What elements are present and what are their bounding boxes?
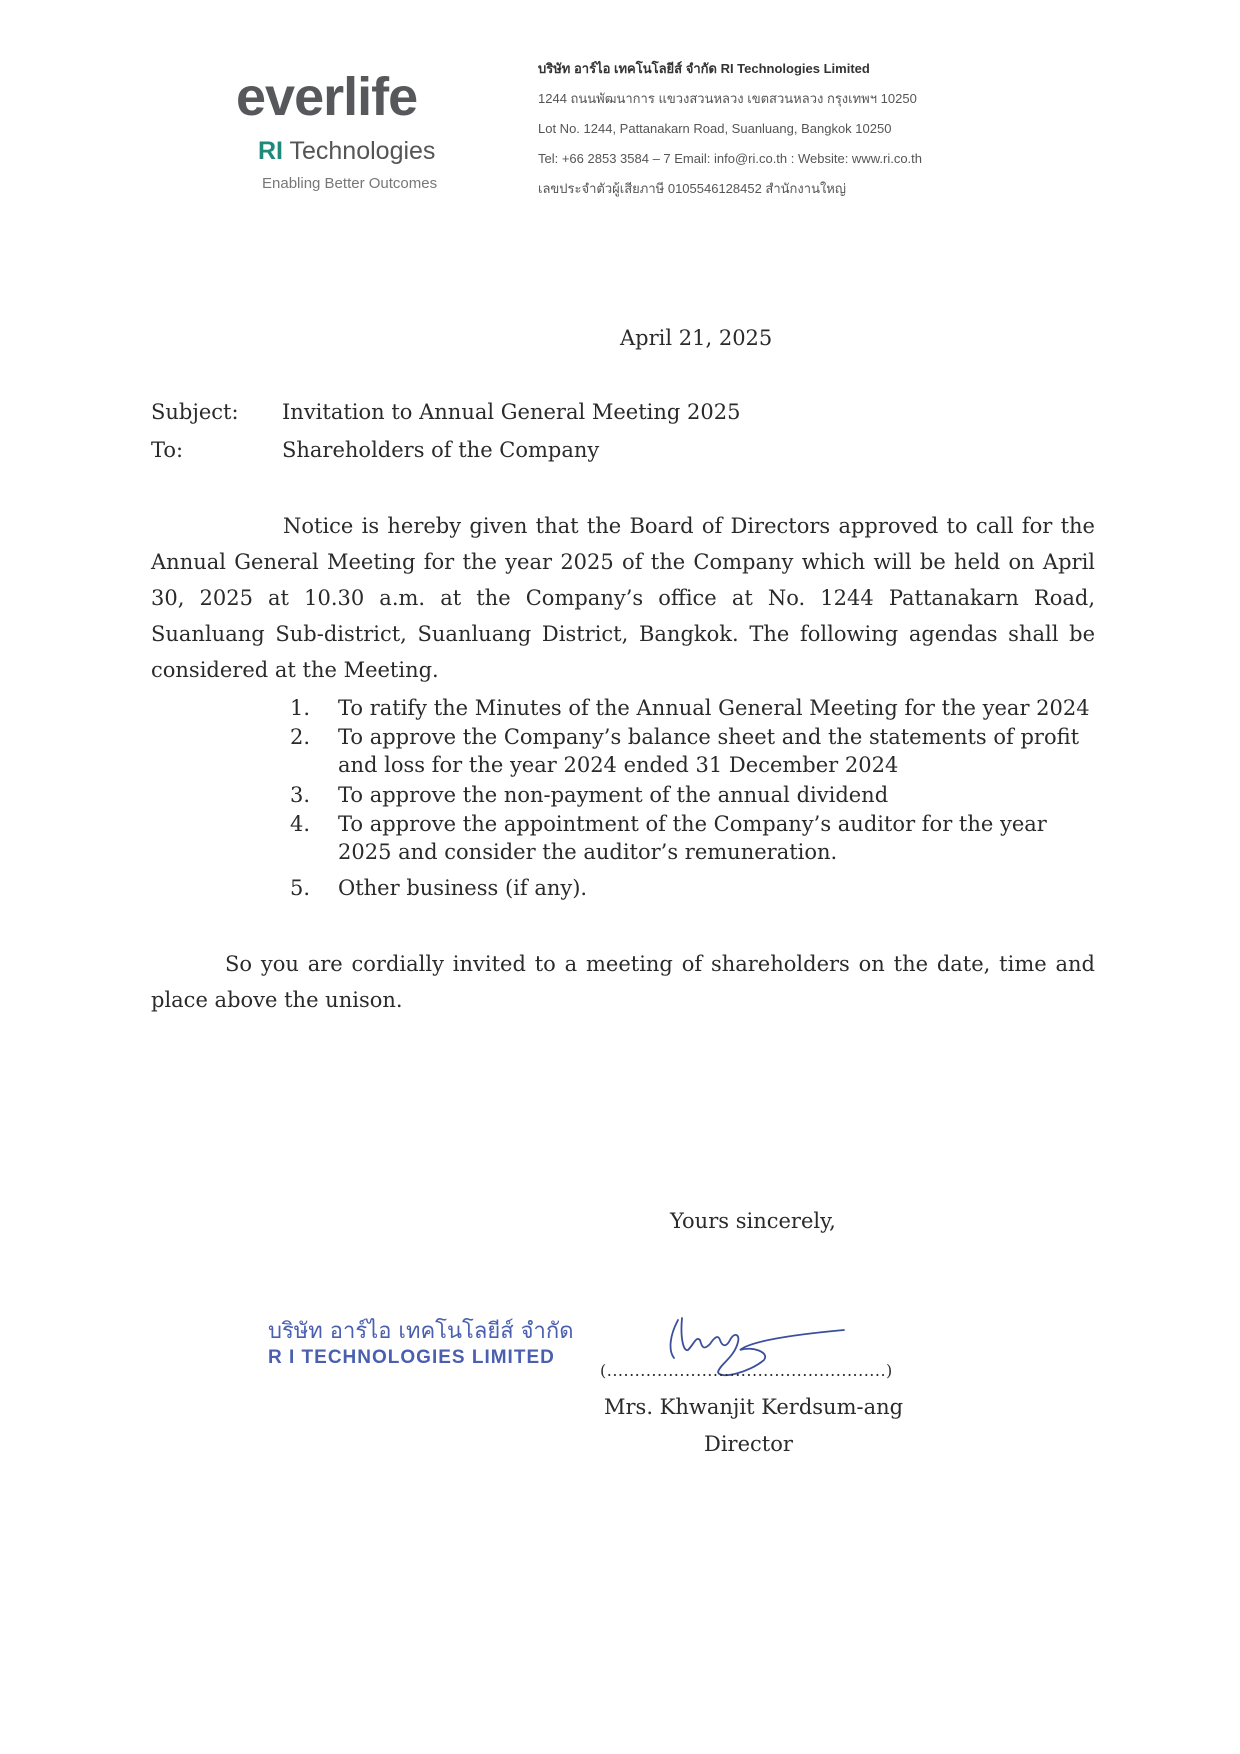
logo-technologies: Technologies xyxy=(283,137,436,165)
invitation-paragraph xyxy=(151,946,1095,1018)
to-text: Shareholders of the Company xyxy=(282,438,600,462)
tax-id: เลขประจำตัวผู้เสียภาษี 0105546128452 สำนักงานใหญ่ xyxy=(538,181,846,196)
stamp-thai: บริษัท อาร์ไอ เทคโนโลยีส์ จำกัด xyxy=(268,1319,574,1344)
company-name: บริษัท อาร์ไอ เทคโนโลยีส์ จำกัด RI Technologies Limited xyxy=(538,61,870,76)
address-english: Lot No. 1244, Pattanakarn Road, Suanluang, Bangkok 10250 xyxy=(538,121,892,136)
subject-label: Subject: xyxy=(151,400,239,424)
agenda-number: 5. xyxy=(290,876,311,900)
signature-line: (..................................................) xyxy=(600,1361,893,1380)
signer-name: Mrs. Khwanjit Kerdsum-ang xyxy=(604,1395,904,1419)
agenda-text: To approve the Company’s balance sheet and the statements of profit and loss for the year 2024 ended 31 December 2024 xyxy=(338,725,1080,777)
notice-text: Notice is hereby given that the Board of Directors approved to call for the Annual General Meeting for the year 2025 of the Company which will be held on April 30, 2025 at 10.30 a.m. at the Company’s office at No. 1244 Pattanakarn Road, Suanluang Sub-district, Suanluang District, Bangkok. The following agendas shall be considered at the Meeting. xyxy=(151,514,1095,682)
stamp-english: R I TECHNOLOGIES LIMITED xyxy=(268,1347,555,1368)
letter-date: April 21, 2025 xyxy=(620,326,773,350)
signer-title: Director xyxy=(704,1432,793,1456)
agenda-text: Other business (if any). xyxy=(338,876,588,900)
letterhead-details xyxy=(538,58,922,208)
contact-info: Tel: +66 2853 3584 – 7 Email: info@ri.co.th : Website: www.ri.co.th xyxy=(538,151,923,166)
agenda-text: To approve the appointment of the Company’s auditor for the year 2025 and consider the auditor’s remuneration. xyxy=(338,812,1047,864)
subject-text: Invitation to Annual General Meeting 2025 xyxy=(282,400,741,424)
logo-ri: RI xyxy=(258,137,283,165)
agenda-text: To ratify the Minutes of the Annual General Meeting for the year 2024 xyxy=(338,696,1090,720)
agenda-number: 1. xyxy=(290,696,311,720)
address-thai: 1244 ถนนพัฒนาการ แขวงสวนหลวง เขตสวนหลวง กรุงเทพฯ 10250 xyxy=(538,91,917,106)
invitation-text: So you are cordially invited to a meeting of shareholders on the date, time and place above the unison. xyxy=(151,952,1095,1012)
logo-subtitle xyxy=(258,139,435,164)
to-label: To: xyxy=(151,438,184,462)
agenda-text: To approve the non-payment of the annual dividend xyxy=(338,783,889,807)
agenda-number: 2. xyxy=(290,725,311,749)
notice-paragraph xyxy=(151,508,1095,688)
logo-tagline: Enabling Better Outcomes xyxy=(262,175,438,192)
agenda-number: 3. xyxy=(290,783,311,807)
company-stamp xyxy=(268,1318,574,1370)
agenda-number: 4. xyxy=(290,812,311,836)
closing: Yours sincerely, xyxy=(670,1209,836,1233)
logo-wordmark: everlife xyxy=(236,67,418,127)
company-logo xyxy=(236,67,418,127)
